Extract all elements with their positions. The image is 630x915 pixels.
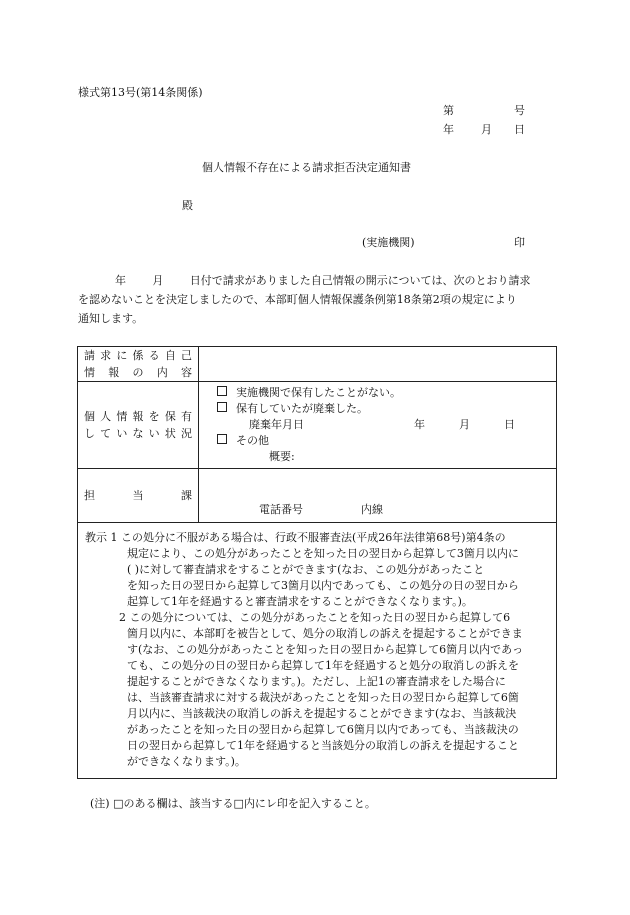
instruction-line: 月以内に、当該裁決の取消しの訴えを提起することができます(なお、当該裁決 — [127, 707, 517, 720]
instruction-line: 2 この処分については、この処分があったことを知った日の翌日から起算して6 — [119, 611, 511, 624]
notice-body-line: 通知します。 — [78, 312, 144, 325]
date-month: 月 — [481, 123, 492, 136]
extension-label: 内線 — [361, 502, 383, 516]
option-never-held: 実施機関で保有したことがない。 — [236, 386, 401, 399]
row-label: していない状況 — [84, 427, 192, 440]
table-row-department — [78, 469, 557, 523]
instruction-line: 日の翌日から起算して1年を経過すると当該処分の取消しの訴えを提起すること — [127, 739, 519, 752]
status-options — [199, 382, 557, 469]
table-row-status — [78, 382, 557, 469]
instruction-line: 提起することができなくなります。)。ただし、上記1の審査請求をした場合に — [127, 675, 506, 688]
summary-label: 概要: — [269, 450, 295, 463]
instruction-line: 起算して1年を経過すると審査請求をすることができなくなります。)。 — [127, 595, 473, 608]
body-month: 月 — [152, 274, 164, 287]
instruction-line: があったことを知った日の翌日から起算して6箇月以内であっても、当該裁決の — [127, 723, 519, 736]
row-label: 請求に係る自己 — [84, 349, 192, 362]
disposal-date-label: 廃棄年月日 — [249, 418, 304, 431]
department-contact — [199, 469, 557, 523]
date-day: 日 — [514, 123, 525, 136]
addressee-honorific: 殿 — [182, 199, 193, 212]
requested-info-value[interactable] — [199, 347, 557, 382]
disposal-day: 日 — [504, 418, 515, 431]
issuing-agency: (実施機関) — [362, 236, 415, 249]
document-number-suffix: 号 — [514, 104, 525, 117]
body-year: 年 — [115, 274, 126, 287]
disposal-month: 月 — [459, 418, 470, 431]
row-label: 情報の内容 — [84, 366, 192, 379]
instruction-line: ても、この処分の日の翌日から起算して1年を経過すると処分の取消しの訴えを — [127, 659, 519, 672]
instruction-line: ができなくなります。)。 — [127, 755, 246, 768]
date-year: 年 — [443, 123, 454, 136]
instruction-line: 規定により、この処分があったことを知った日の翌日から起算して3箇月以内に — [127, 547, 519, 560]
instruction-line: ( )に対して審査請求をすることができます(なお、この処分があったこと — [127, 563, 485, 576]
instruction-line: は、当該審査請求に対する裁決があったことを知った日の翌日から起算して6箇 — [127, 691, 519, 704]
label-cell — [78, 347, 199, 382]
body-line1-rest: 日付で請求がありました自己情報の開示については、次のとおり請求 — [189, 274, 531, 287]
document-title: 個人情報不存在による請求拒否決定通知書 — [202, 161, 411, 174]
table-row-requested-info — [78, 347, 557, 382]
checkbox-other[interactable] — [217, 434, 227, 444]
footnote: (注) □のある欄は、該当する□内にレ印を記入すること。 — [90, 797, 376, 810]
row-label: 個人情報を保有 — [84, 410, 192, 423]
row-label: 担当課 — [84, 489, 192, 502]
instruction-cell — [78, 523, 557, 779]
notice-table — [77, 346, 557, 779]
notice-body-line: を認めないことを決定しましたので、本部町個人情報保護条例第18条第2項の規定により — [78, 293, 517, 306]
instruction-line: 教示 1 この処分に不服がある場合は、行政不服審査法(平成26年法律第68号)第4条の — [85, 531, 506, 544]
option-other: その他 — [236, 434, 269, 447]
instruction-line: 箇月以内に、本部町を被告として、処分の取消しの訴えを提起することができま — [127, 627, 523, 640]
label-cell — [78, 382, 199, 469]
instruction-line: を知った日の翌日から起算して3箇月以内であっても、この処分の日の翌日から — [127, 579, 519, 592]
seal-mark: 印 — [514, 236, 525, 249]
option-disposed: 保有していたが廃棄した。 — [236, 402, 368, 415]
checkbox-never-held[interactable] — [217, 386, 227, 396]
form-number: 様式第13号(第14条関係) — [78, 86, 203, 99]
label-cell — [78, 469, 199, 523]
notice-body — [78, 274, 553, 331]
phone-label: 電話番号 — [259, 502, 303, 516]
instruction-line: す(なお、この処分があったことを知った日の翌日から起算して6箇月以内であっ — [127, 643, 524, 656]
notice-body-line — [78, 274, 553, 293]
checkbox-disposed[interactable] — [217, 402, 227, 412]
document-number-prefix: 第 — [443, 104, 454, 117]
disposal-year: 年 — [414, 418, 425, 431]
table-row-instruction — [78, 523, 557, 779]
